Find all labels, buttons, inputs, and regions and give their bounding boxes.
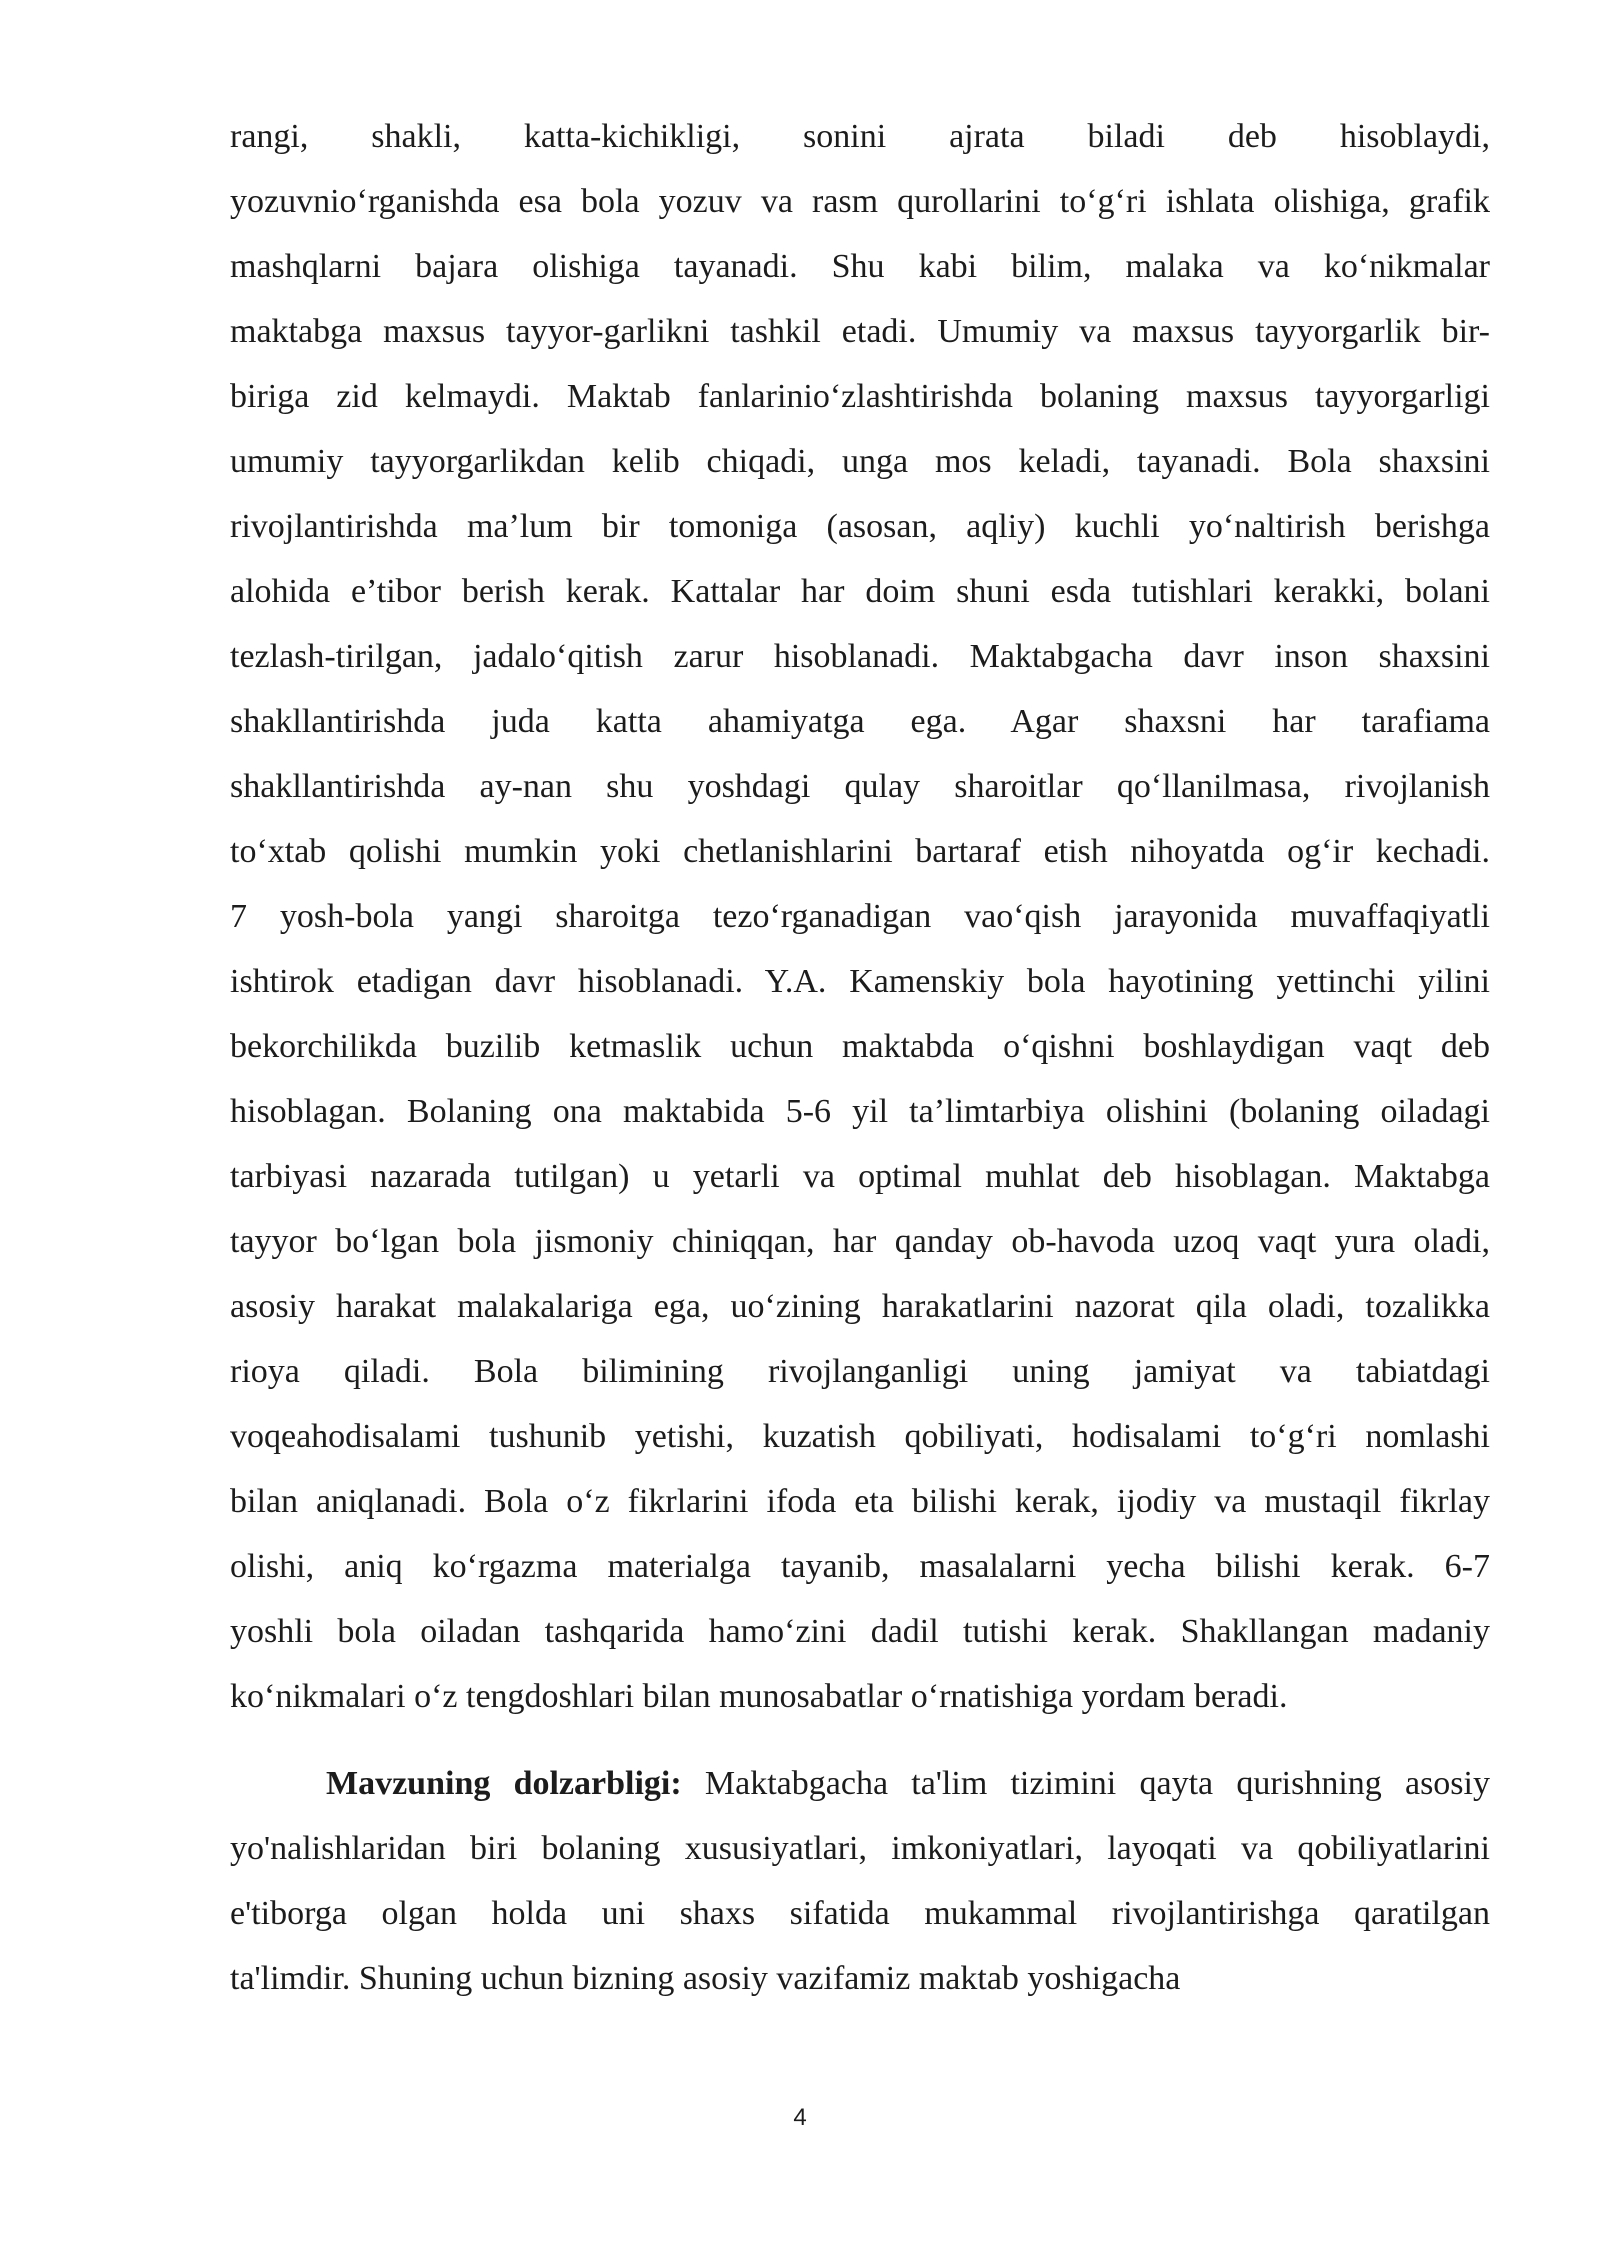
text-line: bekorchilikda buzilib ketmaslik uchun maktabda o‘qishni boshlaydigan vaqt deb xyxy=(230,1028,1490,1065)
text-line: yozuvnio‘rganishda esa bola yozuv va rasm qurollarini to‘g‘ri ishlata olishiga, grafik xyxy=(230,183,1490,220)
body-text xyxy=(230,104,1490,2011)
text-line: biriga zid kelmaydi. Maktab fanlarinio‘zlashtirishda bolaning maxsus tayyorgarligi xyxy=(230,378,1490,415)
text-line: hisoblagan. Bolaning ona maktabida 5-6 yil ta’limtarbiya olishini (bolaning oiladagi xyxy=(230,1093,1490,1130)
text-line: asosiy harakat malakalariga ega, uo‘zining harakatlarini nazorat qila oladi, tozalikka xyxy=(230,1288,1490,1325)
text-line: rangi, shakli, katta-kichikligi, sonini ajrata biladi deb hisoblaydi, xyxy=(230,118,1490,155)
text-line: mashqlarni bajara olishiga tayanadi. Shu kabi bilim, malaka va ko‘nikmalar xyxy=(230,248,1490,285)
heading-continuation: Maktabgacha ta'lim tizimini qayta qurishning asosiy xyxy=(681,1765,1490,1802)
text-line xyxy=(230,1751,1490,1816)
text-line: tayyor bo‘lgan bola jismoniy chiniqqan, har qanday ob-havoda uzoq vaqt yura oladi, xyxy=(230,1223,1490,1260)
text-line: ishtirok etadigan davr hisoblanadi. Y.A. Kamenskiy bola hayotining yettinchi yilini xyxy=(230,963,1490,1000)
text-line: 7 yosh-bola yangi sharoitga tezo‘rganadigan vao‘qish jarayonida muvaffaqiyatli xyxy=(230,898,1490,935)
text-line: bilan aniqlanadi. Bola o‘z fikrlarini ifoda eta bilishi kerak, ijodiy va mustaqil fikrlay xyxy=(230,1483,1490,1520)
text-line: maktabga maxsus tayyor-garlikni tashkil etadi. Umumiy va maxsus tayyorgarlik bir- xyxy=(230,313,1490,350)
text-line: umumiy tayyorgarlikdan kelib chiqadi, unga mos keladi, tayanadi. Bola shaxsini xyxy=(230,443,1490,480)
text-line: e'tiborga olgan holda uni shaxs sifatida mukammal rivojlantirishga qaratilgan xyxy=(230,1895,1490,1932)
paragraph-2 xyxy=(230,1751,1490,2011)
section-heading: Mavzuning dolzarbligi: xyxy=(326,1765,682,1802)
text-line: yo'nalishlaridan biri bolaning xususiyatlari, imkoniyatlari, layoqati va qobiliyatlarini xyxy=(230,1830,1490,1867)
text-line: ko‘nikmalari o‘z tengdoshlari bilan munosabatlar o‘rnatishiga yordam beradi. xyxy=(230,1678,1288,1715)
text-line: voqeahodisalami tushunib yetishi, kuzatish qobiliyati, hodisalami to‘g‘ri nomlashi xyxy=(230,1418,1490,1455)
text-line: tezlash-tirilgan, jadalo‘qitish zarur hisoblanadi. Maktabgacha davr inson shaxsini xyxy=(230,638,1490,675)
text-line: olishi, aniq ko‘rgazma materialga tayanib, masalalarni yecha bilishi kerak. 6-7 xyxy=(230,1548,1490,1585)
text-line: shakllantirishda ay-nan shu yoshdagi qulay sharoitlar qo‘llanilmasa, rivojlanish xyxy=(230,768,1490,805)
text-line: yoshli bola oiladan tashqarida hamo‘zini dadil tutishi kerak. Shakllangan madaniy xyxy=(230,1613,1490,1650)
page-number: 4 xyxy=(793,2104,807,2131)
paragraph-spacer xyxy=(230,1729,1490,1751)
text-line: rioya qiladi. Bola bilimining rivojlanganligi uning jamiyat va tabiatdagi xyxy=(230,1353,1490,1390)
text-line: alohida e’tibor berish kerak. Kattalar har doim shuni esda tutishlari kerakki, bolani xyxy=(230,573,1490,610)
text-line: rivojlantirishda ma’lum bir tomoniga (asosan, aqliy) kuchli yo‘naltirish berishga xyxy=(230,508,1490,545)
text-line: tarbiyasi nazarada tutilgan) u yetarli va optimal muhlat deb hisoblagan. Maktabga xyxy=(230,1158,1490,1195)
paragraph-1 xyxy=(230,104,1490,1729)
text-line: ta'limdir. Shuning uchun bizning asosiy vazifamiz maktab yoshigacha xyxy=(230,1960,1181,1997)
text-line: to‘xtab qolishi mumkin yoki chetlanishlarini bartaraf etish nihoyatda og‘ir kechadi. xyxy=(230,833,1490,870)
text-line: shakllantirishda juda katta ahamiyatga ega. Agar shaxsni har tarafiama xyxy=(230,703,1490,740)
